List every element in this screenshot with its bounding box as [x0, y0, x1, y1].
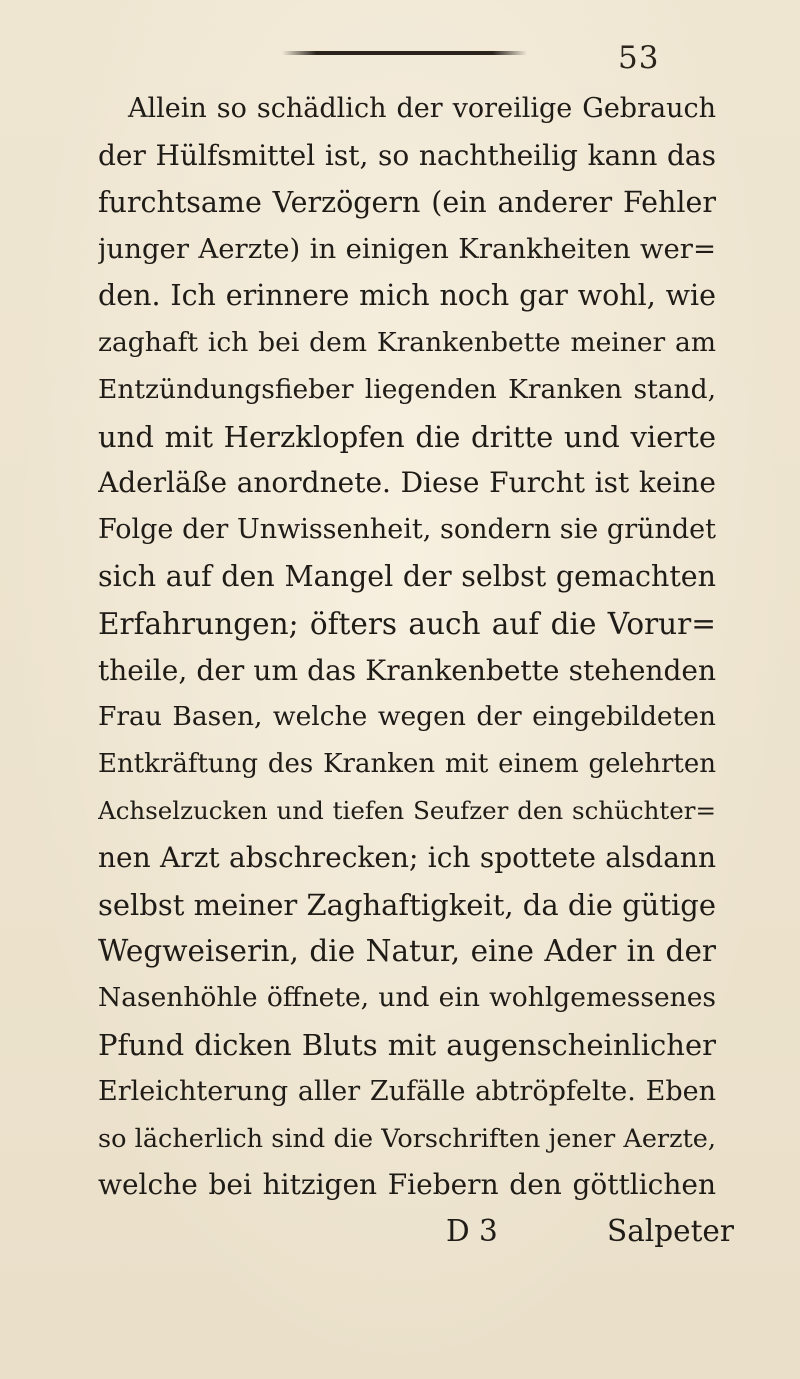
signature-mark: D 3 — [446, 1214, 498, 1248]
text-line: Nasenhöhle öffnete, und ein wohlgemessenes — [98, 982, 716, 1014]
body-text — [98, 86, 716, 1209]
header-rule — [282, 51, 527, 55]
text-line: und mit Herzklopfen die dritte und vierte — [98, 419, 716, 454]
text-line: junger Aerzte) in einigen Krankheiten wer= — [98, 233, 716, 266]
text-line: Wegweiserin, die Natur, eine Ader in der — [98, 934, 716, 969]
text-line: furchtsame Verzögern (ein anderer Fehler — [98, 185, 716, 219]
text-line: den. Ich erinnere mich noch gar wohl, wie — [98, 279, 716, 313]
text-line: Allein so schädlich der voreilige Gebrauch — [128, 93, 716, 124]
text-line: welche bei hitzigen Fiebern den göttlichen — [98, 1168, 716, 1202]
text-line: zaghaft ich bei dem Krankenbette meiner am — [98, 326, 716, 358]
page-number: 53 — [618, 40, 660, 76]
text-line: sich auf den Mangel der selbst gemachten — [98, 559, 716, 593]
text-line: Erleichterung aller Zufälle abtröpfelte. Eben — [98, 1075, 716, 1107]
text-line: der Hülfsmittel ist, so nachtheilig kann das — [98, 138, 716, 172]
text-line: Aderläße anordnete. Diese Furcht ist keine — [98, 466, 716, 500]
text-line: Frau Basen, welche wegen der eingebildeten — [98, 701, 716, 733]
text-line: Entzündungsfieber liegenden Kranken stand, — [98, 373, 716, 405]
text-line: nen Arzt abschrecken; ich spottete alsdann — [98, 840, 716, 874]
text-line: selbst meiner Zaghaftigkeit, da die gütige — [98, 887, 716, 922]
text-line: Erfahrungen; öfters auch auf die Vorur= — [98, 606, 716, 641]
text-line: Entkräftung des Kranken mit einem gelehrten — [98, 749, 716, 780]
text-line: Pfund dicken Bluts mit augenscheinlicher — [98, 1027, 716, 1062]
text-line: theile, der um das Krankenbette stehenden — [98, 653, 716, 687]
text-line: Folge der Unwissenheit, sondern sie gründet — [98, 514, 716, 546]
text-line: so lächerlich sind die Vorschriften jener Aerzte, — [98, 1123, 716, 1154]
page-footer — [0, 1208, 800, 1254]
catchword: Salpeter — [607, 1214, 734, 1248]
text-line: Achselzucken und tiefen Seufzer den schüchter= — [98, 795, 716, 825]
